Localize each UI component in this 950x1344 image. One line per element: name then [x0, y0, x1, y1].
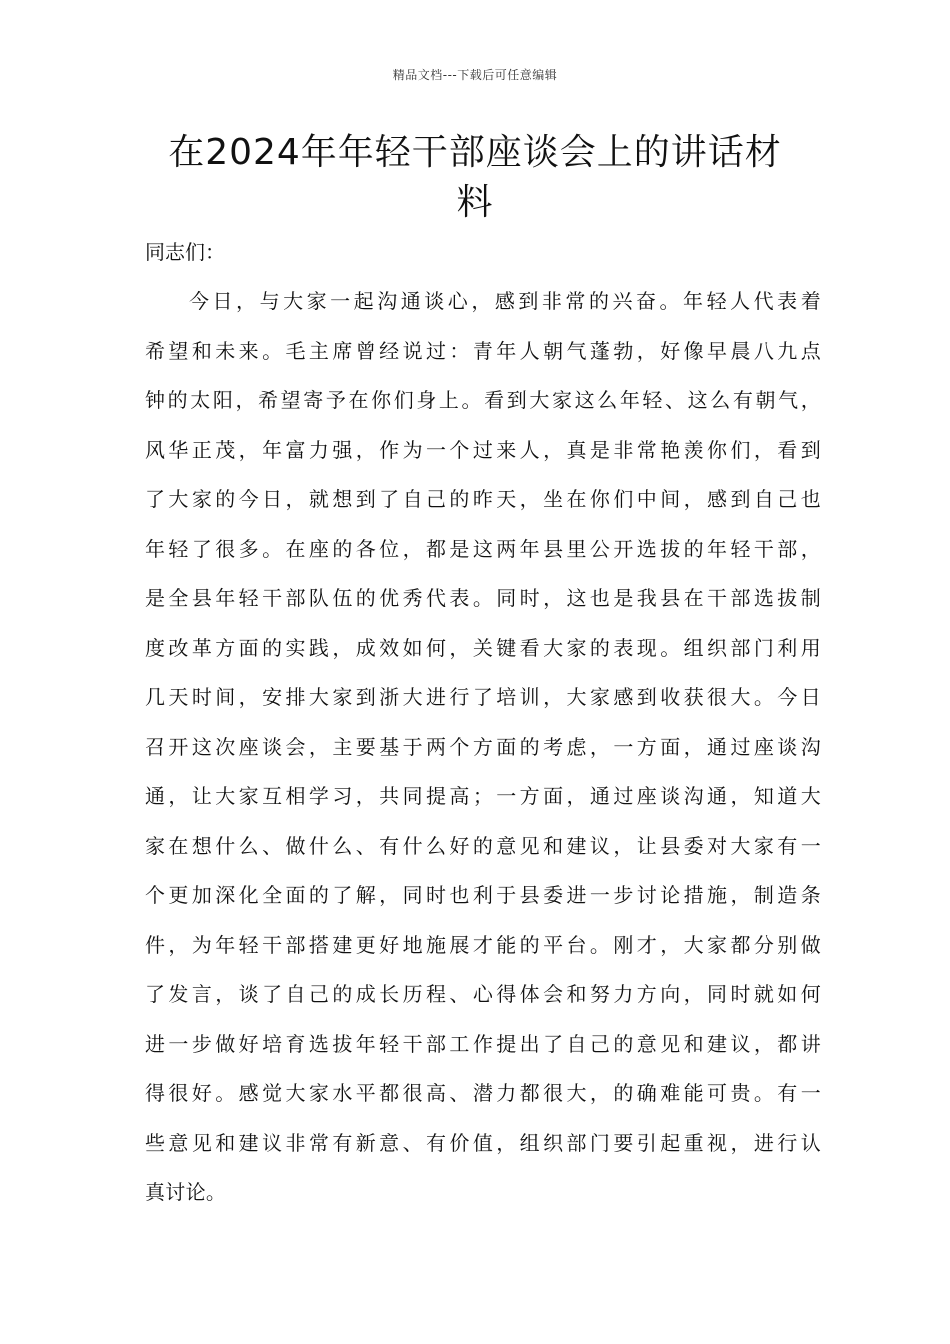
document-title-line-1: 在2024年年轻干部座谈会上的讲话材	[168, 132, 782, 173]
paragraph-line: 些意见和建议非常有新意、有价值，组织部门要引起重视，进行认	[145, 1130, 821, 1155]
paragraph-line: 风华正茂，年富力强，作为一个过来人，真是非常艳羡你们，看到	[145, 437, 821, 462]
paragraph-line: 希望和未来。毛主席曾经说过：青年人朝气蓬勃，好像早晨八九点	[145, 338, 821, 363]
paragraph-line: 年轻了很多。在座的各位，都是这两年县里公开选拔的年轻干部，	[145, 536, 821, 561]
paragraph-line: 家在想什么、做什么、有什么好的意见和建议，让县委对大家有一	[145, 833, 821, 858]
document-title-line-2: 料	[456, 182, 494, 223]
paragraph-line: 召开这次座谈会，主要基于两个方面的考虑，一方面，通过座谈沟	[145, 734, 821, 759]
document-title	[145, 128, 805, 228]
paragraph-line: 通，让大家互相学习，共同提高；一方面，通过座谈沟通，知道大	[145, 784, 821, 808]
paragraph-line: 了发言，谈了自己的成长历程、心得体会和努力方向，同时就如何	[145, 982, 821, 1006]
paragraph-line: 进一步做好培育选拔年轻干部工作提出了自己的意见和建议，都讲	[145, 1031, 821, 1056]
paragraph-line: 今日，与大家一起沟通谈心，感到非常的兴奋。年轻人代表着	[189, 289, 821, 313]
paragraph-line: 个更加深化全面的了解，同时也利于县委进一步讨论措施，制造条	[145, 883, 821, 907]
paragraph-line: 真讨论。	[145, 1180, 227, 1204]
page-header-note: 精品文档---下载后可任意编辑	[392, 68, 558, 82]
body-paragraph	[145, 284, 821, 1225]
paragraph-line: 是全县年轻干部队伍的优秀代表。同时，这也是我县在干部选拔制	[145, 586, 821, 610]
paragraph-line: 件，为年轻干部搭建更好地施展才能的平台。刚才，大家都分别做	[145, 932, 821, 957]
salutation: 同志们：	[145, 240, 225, 264]
paragraph-line: 几天时间，安排大家到浙大进行了培训，大家感到收获很大。今日	[145, 685, 821, 709]
paragraph-line: 钟的太阳，希望寄予在你们身上。看到大家这么年轻、这么有朝气，	[145, 388, 821, 412]
paragraph-line: 得很好。感觉大家水平都很高、潜力都很大，的确难能可贵。有一	[145, 1081, 821, 1105]
paragraph-line: 了大家的今日，就想到了自己的昨天，坐在你们中间，感到自己也	[145, 487, 821, 511]
paragraph-line: 度改革方面的实践，成效如何，关键看大家的表现。组织部门利用	[145, 635, 821, 660]
